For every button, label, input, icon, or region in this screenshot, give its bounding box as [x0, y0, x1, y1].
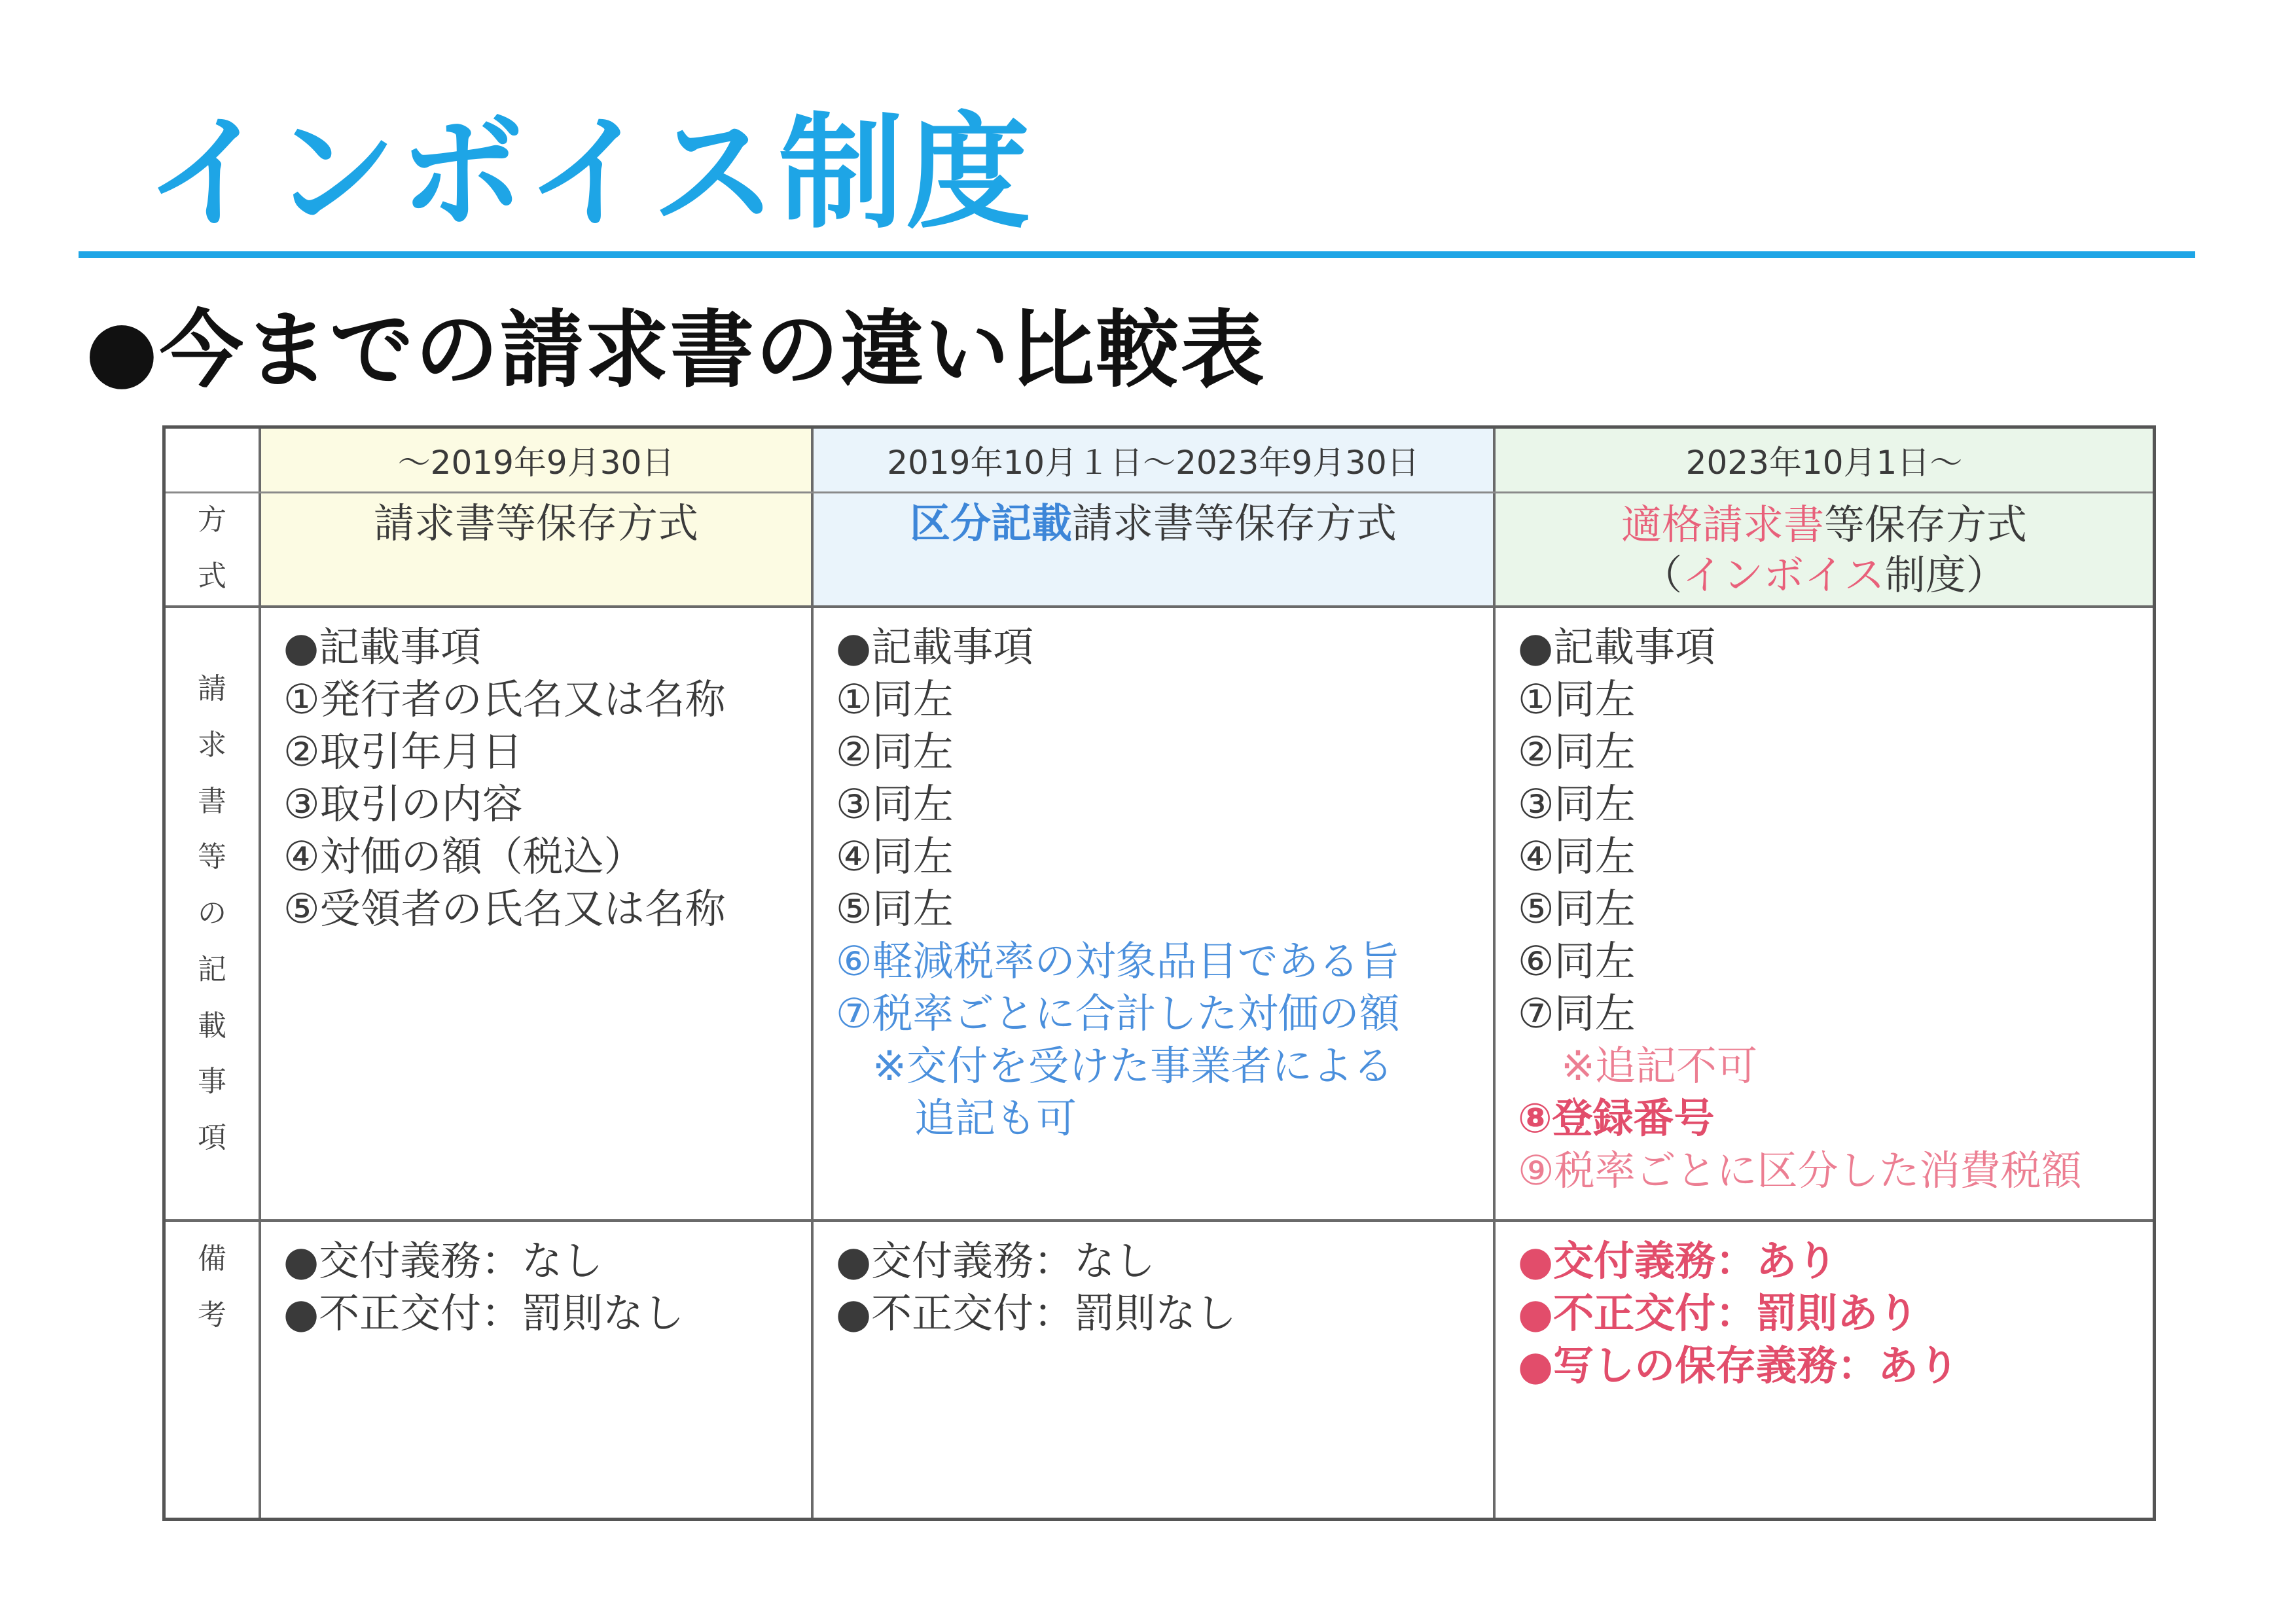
list-item-new: ⑧登録番号 [1518, 1094, 1715, 1142]
col2-items [814, 608, 1493, 1219]
list-item: ●記載事項 [283, 623, 482, 671]
list-item: ●交付義務：なし [836, 1237, 1156, 1285]
list-item: ⑥同左 [1518, 937, 1636, 985]
list-item: ③取引の内容 [283, 780, 523, 828]
list-item: ②同左 [836, 728, 954, 776]
list-item: ●不正交付：罰則あり [1518, 1289, 1919, 1337]
list-item: ●不正交付：罰則なし [836, 1289, 1237, 1337]
col1-items [261, 608, 811, 1219]
list-item: ④同左 [836, 832, 954, 880]
list-item: ●記載事項 [836, 623, 1034, 671]
list-item: ④同左 [1518, 832, 1636, 880]
method-highlight: 適格請求書 [1621, 500, 1824, 548]
col2-remarks [814, 1222, 1493, 1518]
note-line: ※交付を受けた事業者による [872, 1042, 1393, 1090]
list-item: ①同左 [836, 675, 954, 723]
list-item: ●記載事項 [1518, 623, 1716, 671]
list-item: ●交付義務：あり [1518, 1237, 1838, 1285]
col3-remarks [1496, 1222, 2153, 1518]
list-item: ⑤同左 [1518, 885, 1636, 933]
method-highlight: インボイス [1682, 551, 1885, 599]
list-item: ③同左 [836, 780, 954, 828]
page-title: インボイス制度 [145, 101, 1033, 245]
list-item: ●不正交付：罰則なし [283, 1289, 685, 1337]
col3-period: 2023年10月1日～ [1685, 444, 1963, 482]
section-heading: ●今までの請求書の違い比較表 [85, 302, 1266, 399]
row-label-remarks: 備 考 [198, 1242, 226, 1332]
col1-period: ～2019年9月30日 [397, 444, 675, 482]
list-item: ●交付義務：なし [283, 1237, 603, 1285]
col3-method: 適格請求書等保存方式 （インボイス制度） [1621, 500, 2028, 599]
row-label-method: 方 式 [198, 503, 226, 593]
list-item-new: ⑨税率ごとに区分した消費税額 [1518, 1147, 2082, 1194]
list-item: ⑤受領者の氏名又は名称 [283, 885, 726, 933]
grid-hline [166, 491, 2153, 493]
list-item: ②取引年月日 [283, 728, 523, 776]
note-line: ※追記不可 [1561, 1042, 1757, 1090]
method-highlight: 区分記載 [909, 499, 1072, 547]
list-item: ①発行者の氏名又は名称 [283, 675, 726, 723]
col1-method: 請求書等保存方式 [373, 499, 698, 547]
list-item: ⑤同左 [836, 885, 954, 933]
list-item: ①同左 [1518, 675, 1636, 723]
col2-method: 区分記載請求書等保存方式 [909, 499, 1397, 547]
list-item: ●写しの保存義務：あり [1518, 1342, 1960, 1389]
list-item: ④対価の額（税込） [283, 832, 645, 880]
col1-remarks [261, 1222, 811, 1518]
col2-period: 2019年10月１日～2023年9月30日 [887, 444, 1420, 482]
title-divider [79, 251, 2195, 258]
list-item: ②同左 [1518, 728, 1636, 776]
list-item-new: ⑥軽減税率の対象品目である旨 [836, 937, 1400, 985]
list-item: ⑦同左 [1518, 990, 1636, 1037]
comparison-table [162, 425, 2156, 1521]
list-item-new: ⑦税率ごとに合計した対価の額 [836, 990, 1400, 1037]
note-line: 追記も可 [914, 1094, 1077, 1142]
col3-items [1496, 608, 2153, 1219]
list-item: ③同左 [1518, 780, 1636, 828]
row-label-items: 請 求 書 等 の 記 載 事 項 [198, 671, 226, 1155]
